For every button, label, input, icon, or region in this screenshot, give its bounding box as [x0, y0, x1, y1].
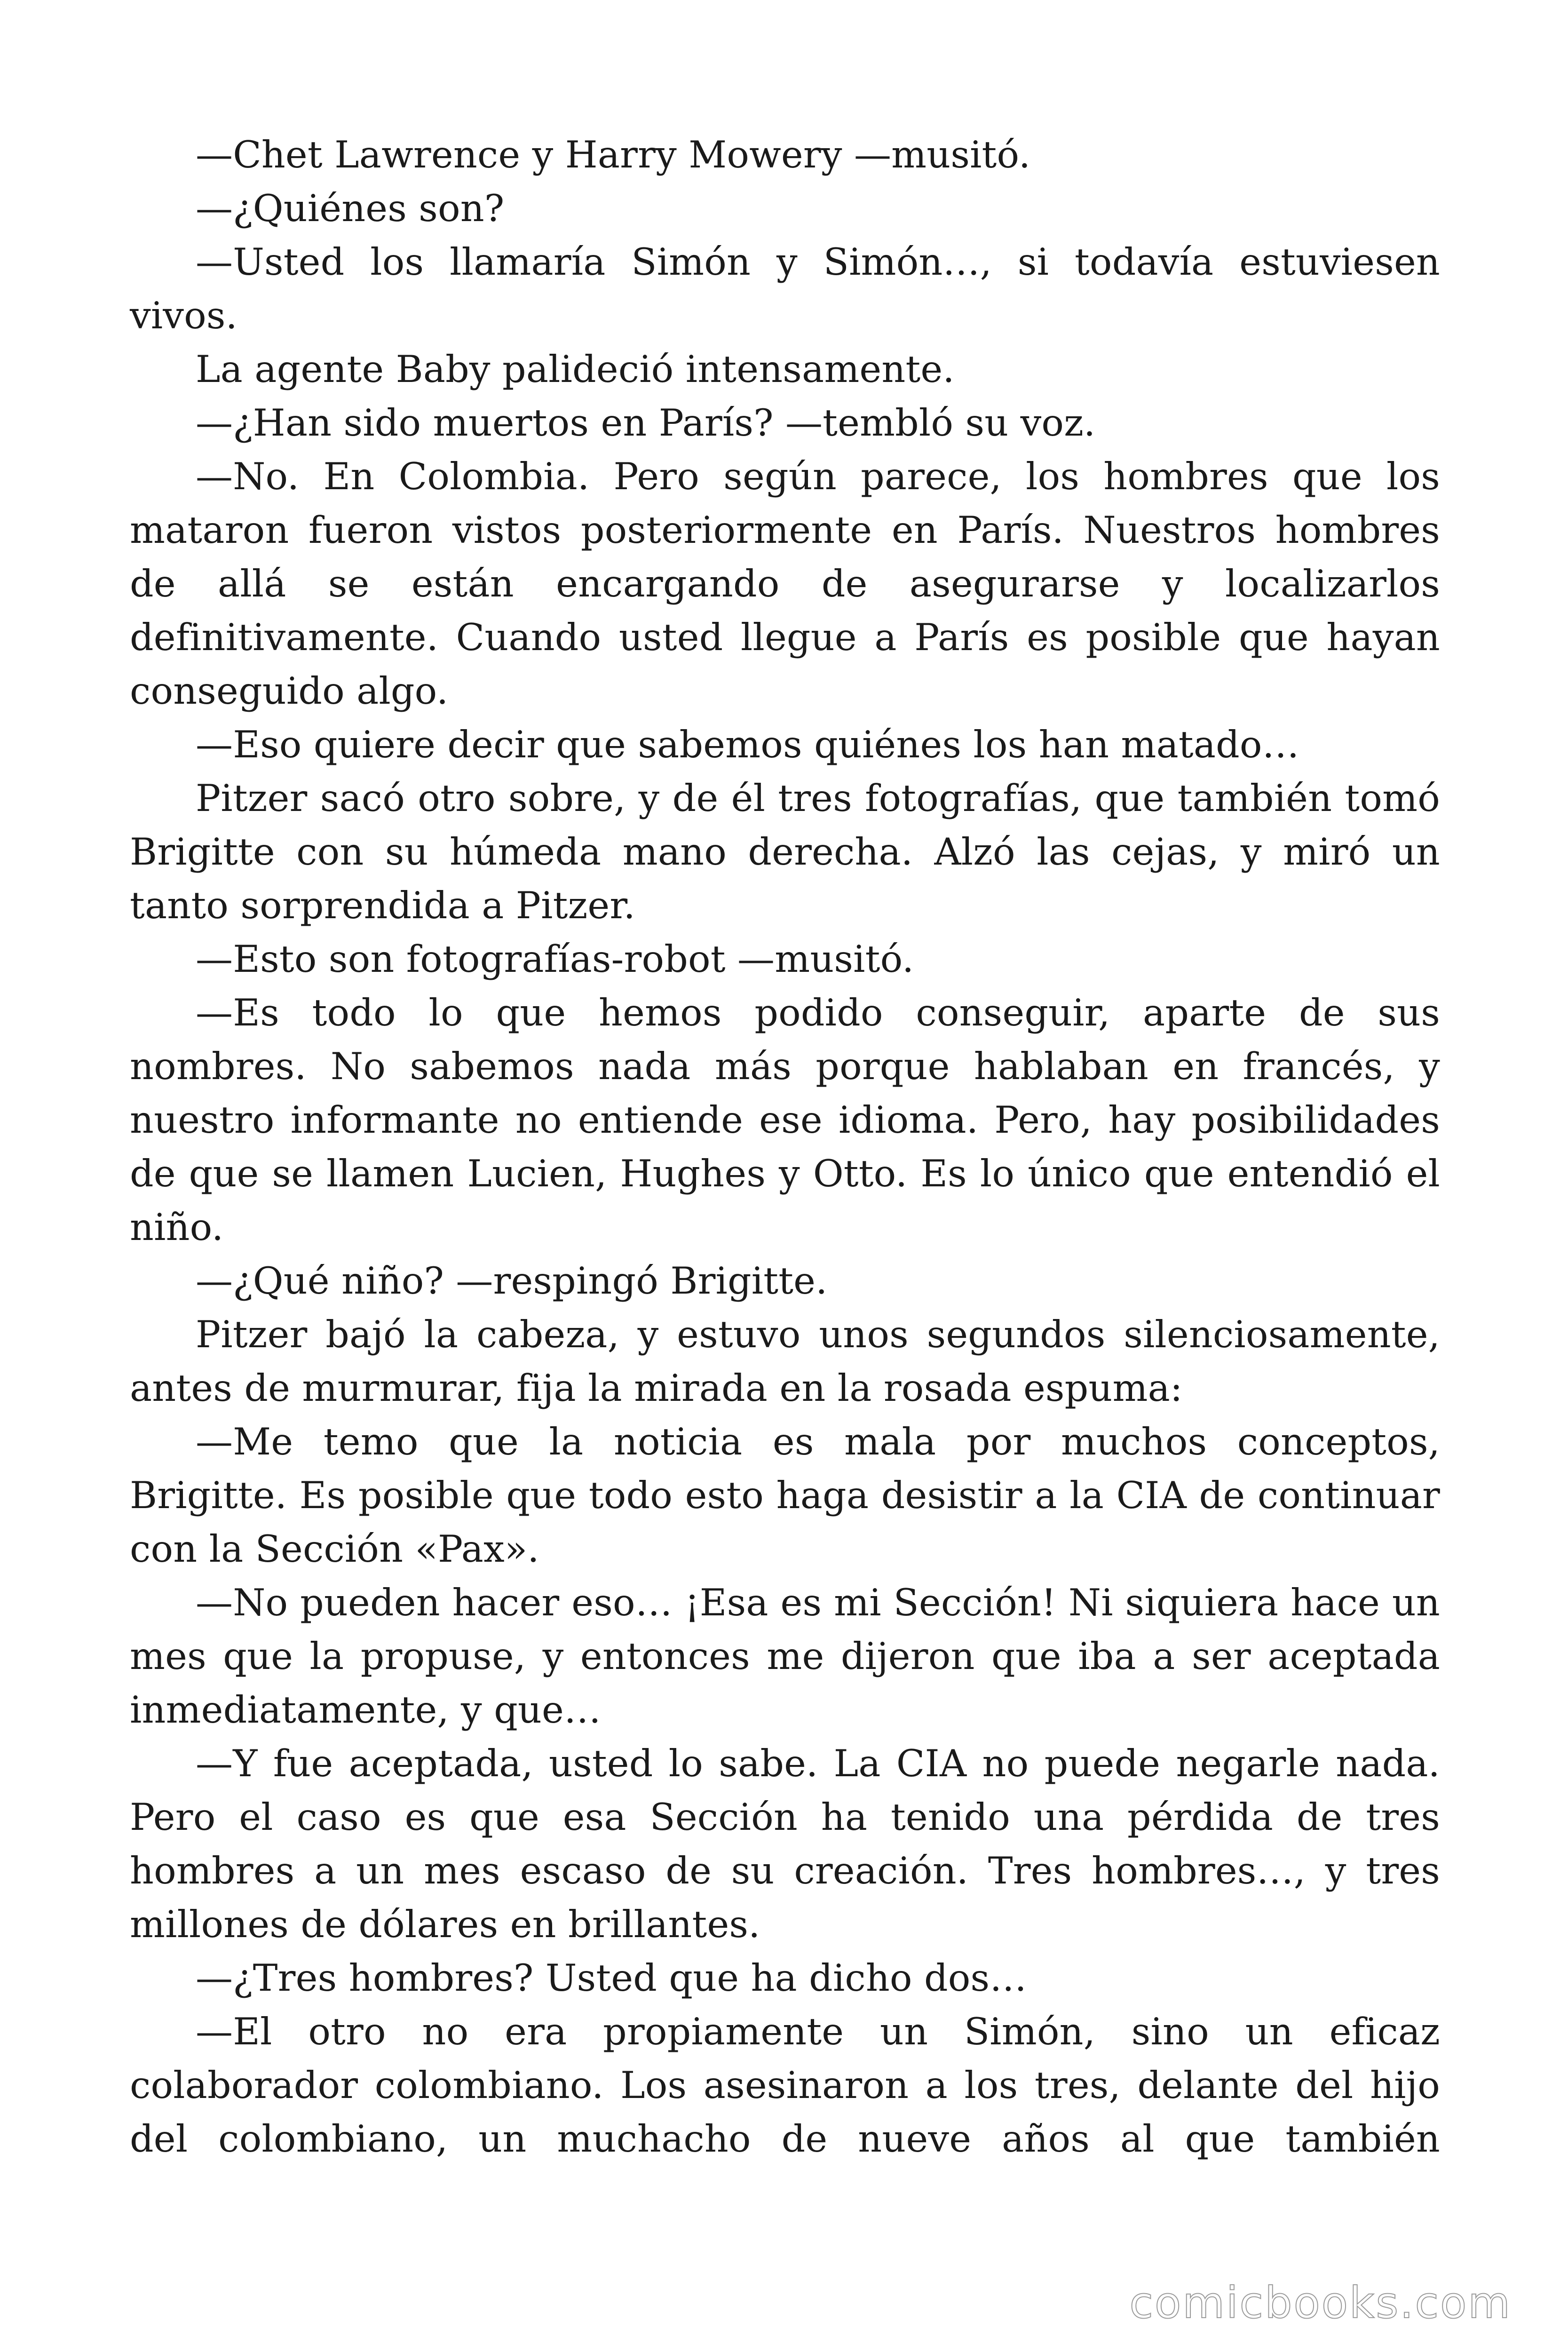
paragraph: —Es todo lo que hemos podido conseguir, aparte de sus nombres. No sabemos nada más porque hablaban en francés, y nuestro informante no entiende ese idioma. Pero, hay posibilidades de que se llamen Lucien, Hughes y Otto. Es lo único que entendió el niño. — [130, 991, 1440, 1249]
paragraph: —Chet Lawrence y Harry Mowery —musitó. — [196, 133, 1031, 176]
paragraph: —Me temo que la noticia es mala por muchos conceptos, Brigitte. Es posible que todo esto haga desistir a la CIA de continuar con la Sección «Pax». — [130, 1420, 1440, 1571]
paragraph: Pitzer bajó la cabeza, y estuvo unos segundos silenciosamente, antes de murmurar, fija la mirada en la rosada espuma: — [130, 1313, 1440, 1410]
paragraph: —No pueden hacer eso… ¡Esa es mi Sección! Ni siquiera hace un mes que la propuse, y entonces me dijeron que iba a ser aceptada inmediatamente, y que… — [130, 1581, 1440, 1732]
paragraph: —Eso quiere decir que sabemos quiénes los han matado… — [196, 723, 1299, 766]
paragraph: —¿Han sido muertos en París? —tembló su voz. — [196, 401, 1096, 445]
paragraph: —Y fue aceptada, usted lo sabe. La CIA no puede negarle nada. Pero el caso es que esa Sección ha tenido una pérdida de tres hombres a un mes escaso de su creación. Tres hombres…, y tres millones de dólares en brillantes. — [130, 1742, 1440, 1946]
paragraph: —El otro no era propiamente un Simón, sino un eficaz colaborador colombiano. Los asesinaron a los tres, delante del hijo del colombiano, un muchacho de nueve años al que también — [130, 2010, 1440, 2161]
paragraph: —No. En Colombia. Pero según parece, los hombres que los mataron fueron vistos posteriormente en París. Nuestros hombres de allá se están encargando de asegurarse y localizarlos definitivamente. Cuando usted llegue a París es posible que hayan conseguido algo. — [130, 455, 1440, 713]
watermark: comicbooks.com — [1129, 2278, 1512, 2328]
paragraph: —Usted los llamaría Simón y Simón…, si todavía estuviesen vivos. — [130, 240, 1440, 337]
paragraph: —¿Qué niño? —respingó Brigitte. — [196, 1259, 828, 1303]
page-body — [130, 128, 1440, 2166]
paragraph: La agente Baby palideció intensamente. — [196, 348, 955, 391]
paragraph: —¿Tres hombres? Usted que ha dicho dos… — [196, 1956, 1027, 2000]
paragraph: Pitzer sacó otro sobre, y de él tres fotografías, que también tomó Brigitte con su húmeda mano derecha. Alzó las cejas, y miró un tanto sorprendida a Pitzer. — [130, 777, 1440, 927]
paragraph: —Esto son fotografías-robot —musitó. — [196, 938, 914, 981]
paragraph: —¿Quiénes son? — [196, 187, 505, 230]
